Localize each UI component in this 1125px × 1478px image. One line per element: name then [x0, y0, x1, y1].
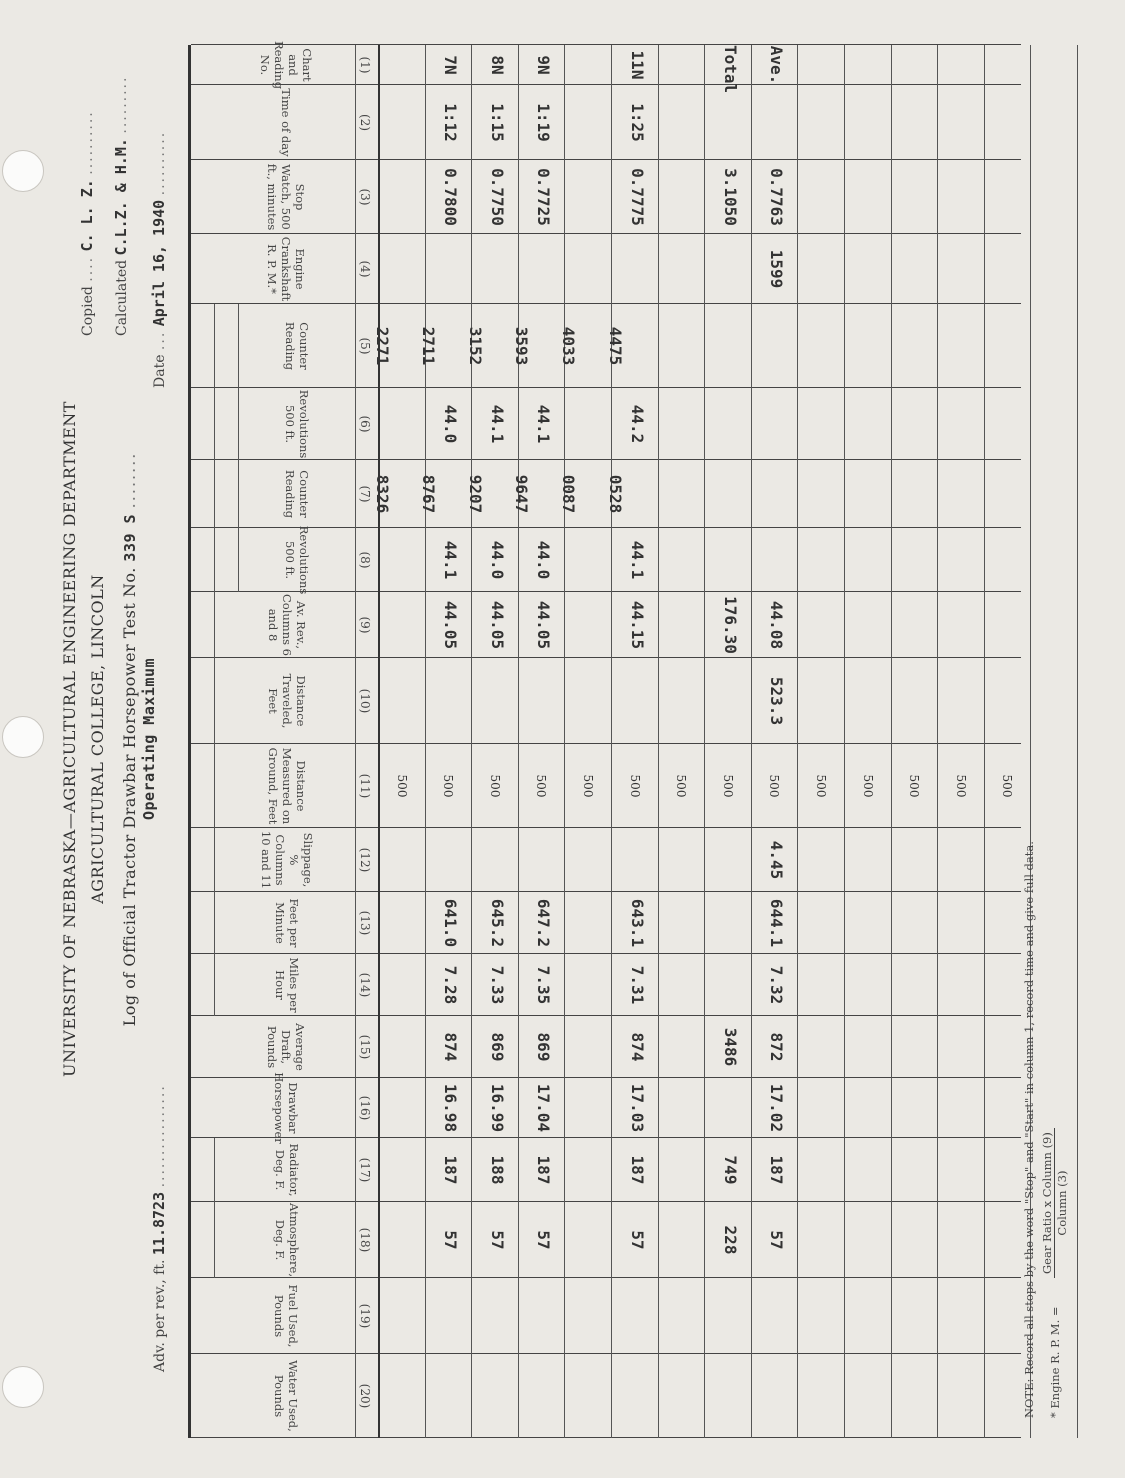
copied-value: C. L. Z.: [78, 179, 96, 252]
table-cell-r12-c11: 500: [907, 774, 922, 798]
column-header-14: Miles per Hour: [273, 957, 301, 1013]
table-cell-r3-c5: 3152: [465, 326, 485, 366]
row-divider: [564, 45, 565, 1438]
table-cell-r6-c11: 500: [627, 774, 642, 798]
column-header-16: Drawbar Horsepower: [272, 1072, 300, 1144]
group-temperature-rule: [214, 1138, 215, 1278]
table-cell-r9-c14: 7.32: [767, 965, 787, 1005]
table-cell-r5-c7: 0087: [559, 474, 578, 514]
title-line-1: UNIVERSITY OF NEBRASKA—AGRICULTURAL ENGINEERING DEPARTMENT: [60, 401, 79, 1077]
row-divider: [658, 45, 659, 1438]
table-cell-r3-c8: 44.0: [487, 540, 507, 580]
column-number-16: (16): [358, 1095, 372, 1121]
table-cell-r3-c15: 869: [487, 1032, 507, 1062]
table-cell-r8-c17: 749: [720, 1155, 740, 1185]
table-cell-r2-c16: 16.98: [441, 1083, 461, 1133]
table-cell-r2-c5: 2711: [419, 326, 439, 366]
group-drive-wheel-slippage-rule: [214, 304, 215, 892]
table-cell-r9-c3: 0.7763: [767, 168, 787, 226]
table-cell-r4-c11: 500: [534, 774, 549, 798]
date-label: Date: [152, 354, 168, 388]
row-divider: [751, 45, 752, 1438]
copied-label: Copied: [80, 286, 96, 336]
table-cell-r4-c14: 7.35: [534, 965, 554, 1005]
table-cell-r9-c12: 4.45: [767, 840, 787, 880]
table-cell-r2-c3: 0.7800: [441, 168, 461, 226]
column-number-8: (8): [358, 551, 372, 569]
column-number-9: (9): [358, 616, 372, 634]
column-number-10: (10): [358, 688, 372, 714]
table-cell-r9-c4: 1599: [767, 249, 787, 289]
table-cell-r3-c7: 9207: [465, 474, 485, 514]
table-cell-r10-c11: 500: [814, 774, 828, 798]
table-cell-r9-c1: Ave.: [767, 45, 787, 85]
table-cell-r6-c1: 11N: [627, 50, 647, 80]
table-cell-r2-c8: 44.1: [441, 540, 461, 580]
column-number-1: (1): [358, 56, 372, 74]
column-number-2: (2): [358, 114, 372, 131]
table-cell-r6-c6: 44.2: [627, 404, 647, 444]
table-cell-r3-c6: 44.1: [487, 404, 507, 444]
table-cell-r3-c18: 57: [487, 1230, 507, 1250]
test-number: 339 S: [121, 513, 139, 562]
date-value: April 16, 1940: [150, 199, 168, 327]
table-cell-r2-c7: 8767: [419, 474, 439, 514]
table-cell-r3-c16: 16.99: [487, 1083, 507, 1133]
column-header-20: Water Used, Pounds: [272, 1360, 300, 1432]
table-cell-r8-c18: 228: [720, 1225, 740, 1255]
table-cell-r6-c2: 1:25: [627, 103, 647, 142]
table-cell-r4-c8: 44.0: [534, 540, 554, 580]
row-divider: [425, 45, 426, 1438]
table-cell-r2-c14: 7.28: [441, 965, 461, 1005]
table-cell-r3-c3: 0.7750: [487, 168, 507, 226]
column-header-7: Counter Reading: [283, 469, 311, 519]
table-cell-r8-c1: Total: [720, 45, 740, 94]
table-cell-r6-c18: 57: [627, 1230, 647, 1250]
formula-denominator: Column (3): [1055, 1170, 1069, 1236]
group-right-wheel-rule: [238, 460, 239, 592]
table-cell-r9-c9: 44.08: [767, 600, 787, 650]
calculated-value: C.L.Z. & H.M.: [112, 138, 130, 256]
punch-hole-bottom: [2, 1366, 44, 1408]
table-cell-r3-c13: 645.2: [487, 898, 507, 948]
column-number-3: (3): [358, 188, 372, 206]
column-number-17: (17): [358, 1157, 372, 1183]
table-cell-r2-c17: 187: [441, 1155, 461, 1185]
title-line-2: AGRICULTURAL COLLEGE, LINCOLN: [88, 574, 107, 904]
table-cell-r4-c3: 0.7725: [534, 168, 554, 226]
table-cell-r4-c1: 9N: [534, 55, 554, 75]
table-cell-r4-c16: 17.04: [534, 1083, 554, 1133]
row-divider: [471, 45, 472, 1438]
column-header-1: Chart and Reading No.: [258, 40, 314, 90]
row-divider: [891, 45, 892, 1438]
header-bottom: [378, 45, 380, 1438]
column-header-9: Av. Rev., Columns 6 and 8: [266, 594, 308, 656]
table-cell-r2-c15: 874: [441, 1032, 461, 1062]
column-header-13: Feet per Minute: [273, 898, 301, 948]
footer-note: NOTE: Record all stops by the word "Stop" and "Start" in column 1, record time and give full data.: [1022, 841, 1036, 1418]
table-top-border: [188, 45, 191, 1438]
row-divider: [518, 45, 519, 1438]
column-header-11: Distance Measured on Ground, Feet: [266, 747, 308, 825]
punch-hole-top: [2, 150, 44, 192]
column-number-14: (14): [358, 972, 372, 998]
table-cell-r6-c14: 7.31: [627, 965, 647, 1005]
table-cell-r2-c1: 7N: [441, 55, 461, 75]
table-cell-r6-c13: 643.1: [627, 898, 647, 948]
formula-numerator: Gear Ratio x Column (9): [1040, 1128, 1055, 1278]
table-cell-r8-c3: 3.1050: [720, 168, 740, 226]
table-cell-r8-c11: 500: [720, 774, 735, 798]
table-cell-r1-c7: 8326: [372, 474, 392, 514]
column-number-4: (4): [358, 260, 372, 278]
table-cell-r9-c17: 187: [767, 1155, 787, 1185]
table-cell-r4-c2: 1:19: [534, 103, 554, 142]
column-header-3: Stop Watch, 500 ft., minutes: [265, 163, 307, 231]
table-cell-r4-c5: 3593: [512, 326, 532, 366]
table-cell-r8-c15: 3486: [720, 1027, 740, 1067]
test-title: Log of Official Tractor Drawbar Horsepower Test No.: [120, 567, 139, 1027]
table-cell-r2-c13: 641.0: [441, 898, 461, 948]
table-cell-r9-c16: 17.02: [767, 1083, 787, 1133]
column-header-10: Distance Traveled, Feet: [266, 673, 308, 729]
table-cell-r3-c9: 44.05: [487, 600, 507, 650]
table-cell-r4-c18: 57: [534, 1230, 554, 1250]
table-cell-r6-c8: 44.1: [627, 540, 647, 580]
table-cell-r9-c13: 644.1: [767, 898, 787, 948]
adv-per-rev: Adv. per rev., ft. 11.8723 ................: [150, 1084, 168, 1372]
footer-formula: [1048, 1306, 1062, 1418]
row-divider: [704, 45, 705, 1438]
group-left-wheel-rule: [238, 304, 239, 460]
formula-fraction: [1040, 1128, 1069, 1278]
punch-hole-middle: [2, 716, 44, 758]
table-cell-r6-c15: 874: [627, 1032, 647, 1062]
table-cell-r2-c11: 500: [441, 774, 456, 798]
table-cell-r1-c11: 500: [394, 774, 409, 798]
column-number-11: (11): [358, 773, 372, 799]
formula-label: * Engine R. P. M. =: [1048, 1306, 1062, 1418]
table-cell-r9-c10: 523.3: [767, 676, 787, 726]
column-number-6: (6): [358, 415, 372, 433]
table-cell-r11-c11: 500: [860, 774, 875, 798]
table-cell-r4-c6: 44.1: [534, 404, 554, 444]
column-number-7: (7): [358, 485, 372, 503]
column-header-15: Average Draft, Pounds: [265, 1023, 307, 1071]
column-number-15: (15): [358, 1034, 372, 1060]
calculated-label: Calculated: [114, 259, 130, 336]
column-number-19: (19): [358, 1303, 372, 1329]
table-cell-r4-c15: 869: [534, 1032, 554, 1062]
group-speed-rule: [214, 892, 215, 1016]
column-header-2: Time of day: [279, 88, 293, 157]
row-divider: [937, 45, 938, 1438]
table-cell-r6-c5: 4475: [605, 326, 625, 366]
table-cell-r6-c3: 0.7775: [627, 168, 647, 226]
table-cell-r6-c9: 44.15: [627, 600, 647, 650]
table-cell-r13-c11: 500: [953, 774, 968, 798]
table-cell-r4-c13: 647.2: [534, 898, 554, 948]
row-divider: [1077, 45, 1078, 1438]
column-header-6: Revolutions 500 ft.: [283, 389, 311, 459]
column-header-12: Slippage, % Columns 10 and 11: [259, 830, 315, 890]
table-cell-r5-c11: 500: [581, 774, 595, 798]
copied-field: Copied .... C. L. Z. ..........: [78, 110, 96, 336]
table-cell-r2-c6: 44.0: [441, 404, 461, 444]
table-cell-r9-c11: 500: [767, 774, 782, 798]
table-cell-r9-c15: 872: [767, 1032, 787, 1062]
calculated-field: Calculated C.L.Z. & H.M. .........: [112, 75, 130, 336]
header-divider: [355, 45, 356, 1438]
column-header-19: Fuel Used, Pounds: [272, 1284, 300, 1348]
table-cell-r3-c1: 8N: [487, 55, 507, 75]
column-number-18: (18): [358, 1227, 372, 1253]
column-number-12: (12): [358, 847, 372, 873]
column-header-18: Atmosphere, Deg. F.: [273, 1203, 301, 1277]
row-divider: [984, 45, 985, 1438]
table-cell-r4-c17: 187: [534, 1155, 554, 1185]
column-number-20: (20): [358, 1383, 372, 1409]
table-cell-r3-c14: 7.33: [487, 965, 507, 1005]
operating-label: Operating Maximum: [140, 657, 158, 821]
table-cell-r2-c18: 57: [441, 1230, 461, 1250]
row-divider: [844, 45, 845, 1438]
table-cell-r4-c7: 9647: [512, 474, 532, 514]
table-cell-r3-c2: 1:15: [487, 103, 507, 142]
table-cell-r8-c9: 176.30: [720, 596, 740, 654]
column-header-4: Engine Crankshaft R. P. M.*: [265, 236, 307, 302]
table-cell-r2-c2: 1:12: [441, 103, 461, 142]
column-number-13: (13): [358, 910, 372, 936]
table-cell-r5-c5: 4033: [559, 326, 578, 366]
table-cell-r6-c16: 17.03: [627, 1083, 647, 1133]
column-header-5: Counter Reading: [283, 321, 311, 371]
table-cell-r9-c18: 57: [767, 1230, 787, 1250]
row-divider: [611, 45, 612, 1438]
table-cell-r7-c11: 500: [674, 774, 689, 798]
column-header-17: Radiator, Deg. F.: [273, 1143, 301, 1197]
date-field: Date ... April 16, 1940 ..........: [150, 130, 168, 388]
table-cell-r14-c11: 500: [1000, 774, 1015, 798]
column-header-8: Revolutions 500 ft.: [283, 525, 311, 595]
adv-label: Adv. per rev., ft.: [152, 1259, 168, 1372]
table-cell-r3-c11: 500: [487, 774, 502, 798]
row-divider: [797, 45, 798, 1438]
title-line-3: Log of Official Tractor Drawbar Horsepower Test No. 339 S ........: [120, 451, 139, 1027]
column-number-5: (5): [358, 337, 372, 355]
table-cell-r1-c5: 2271: [372, 326, 392, 366]
table-cell-r6-c17: 187: [627, 1155, 647, 1185]
adv-value: 11.8723: [150, 1191, 168, 1256]
table-cell-r4-c9: 44.05: [534, 600, 554, 650]
table-cell-r2-c9: 44.05: [441, 600, 461, 650]
table-cell-r3-c17: 188: [487, 1155, 507, 1185]
table-cell-r6-c7: 0528: [605, 474, 625, 514]
